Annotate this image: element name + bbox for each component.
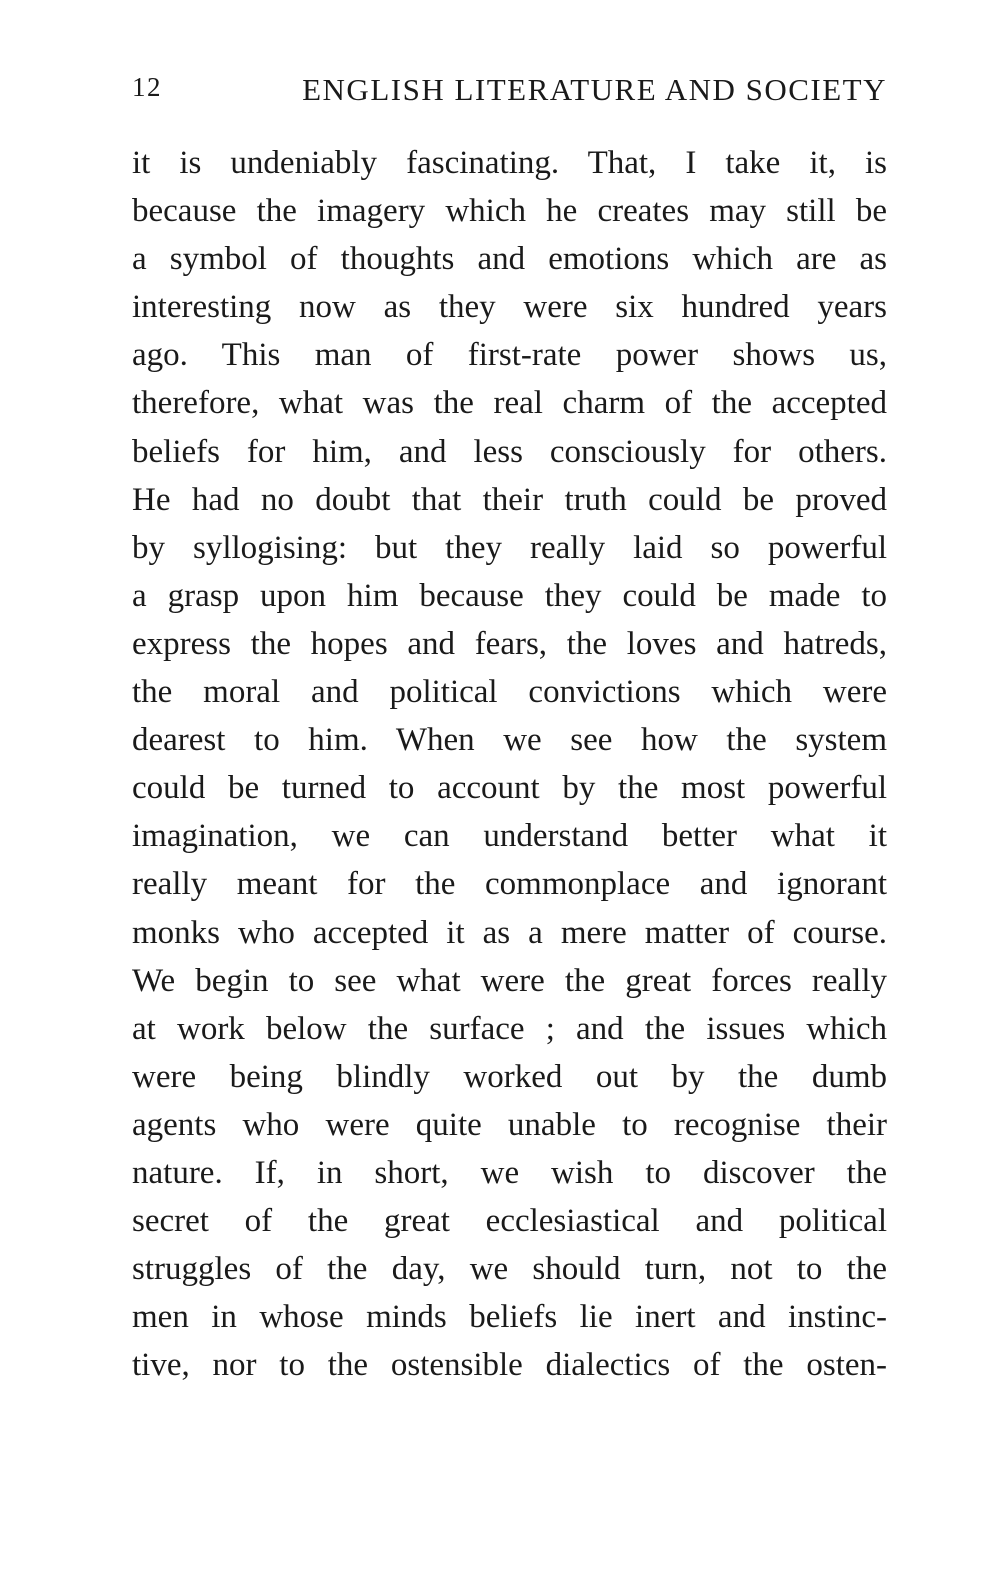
text-line: the moral and political convictions which were <box>132 674 887 711</box>
running-title: ENGLISH LITERATURE AND SOCIETY <box>302 72 887 107</box>
text-line: a grasp upon him because they could be made to <box>132 577 887 614</box>
text-line: struggles of the day, we should turn, not to the <box>132 1251 887 1288</box>
text-line: We begin to see what were the great forces really <box>132 962 887 999</box>
text-line: because the imagery which he creates may still be <box>132 193 887 230</box>
text-line: dearest to him. When we see how the system <box>132 722 887 759</box>
text-line: could be turned to account by the most powerful <box>132 770 887 807</box>
text-line: tive, nor to the ostensible dialectics of the osten- <box>132 1347 887 1384</box>
text-line: nature. If, in short, we wish to discover the <box>132 1154 887 1191</box>
text-line: therefore, what was the real charm of the accepted <box>132 385 887 422</box>
text-line: at work below the surface ; and the issues which <box>132 1010 887 1047</box>
page-number: 12 <box>132 72 162 102</box>
text-line: it is undeniably fascinating. That, I take it, is <box>132 145 887 181</box>
text-line: by syllogising: but they really laid so powerful <box>132 529 887 566</box>
text-line: were being blindly worked out by the dumb <box>132 1058 887 1095</box>
text-line: a symbol of thoughts and emotions which are as <box>132 241 887 278</box>
body-text <box>132 139 887 1389</box>
text-line: imagination, we can understand better what it <box>132 818 887 855</box>
running-head <box>132 72 887 116</box>
text-line: ago. This man of first-rate power shows us, <box>132 337 887 374</box>
text-line: He had no doubt that their truth could be proved <box>132 481 887 518</box>
text-line: men in whose minds beliefs lie inert and instinc- <box>132 1299 887 1336</box>
text-line: interesting now as they were six hundred years <box>132 289 887 326</box>
text-line: secret of the great ecclesiastical and political <box>132 1203 887 1240</box>
text-line: monks who accepted it as a mere matter of course. <box>132 914 887 951</box>
text-line: really meant for the commonplace and ignorant <box>132 866 887 903</box>
text-line: beliefs for him, and less consciously for others. <box>132 433 887 470</box>
text-line: agents who were quite unable to recognise their <box>132 1106 887 1143</box>
text-line: express the hopes and fears, the loves and hatreds, <box>132 625 887 662</box>
